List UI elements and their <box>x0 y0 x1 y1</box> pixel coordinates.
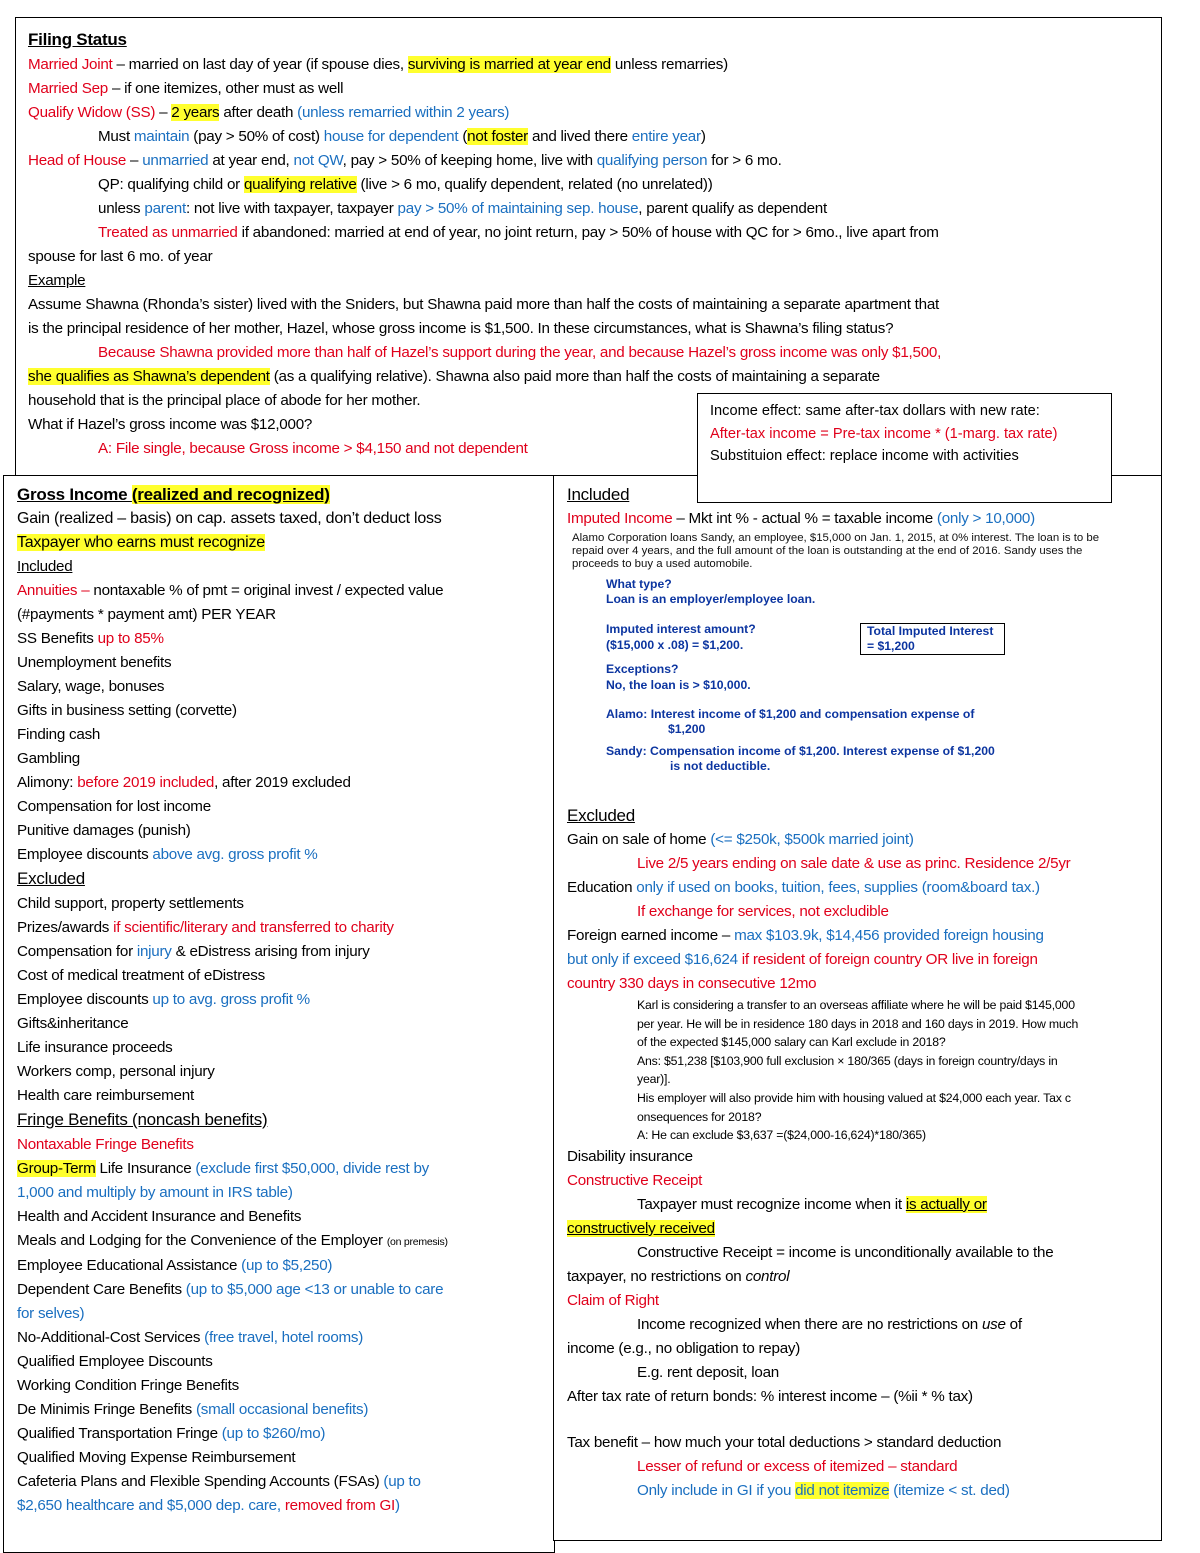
employee-discounts-line: Employee discounts above avg. gross profit % <box>17 846 318 863</box>
what-if-line: What if Hazel’s gross income was $12,000? <box>28 416 313 433</box>
group-term-line-2: 1,000 and multiply by amount in IRS table) <box>17 1184 293 1201</box>
claim-of-right-line-2: income (e.g., no obligation to repay) <box>567 1339 801 1357</box>
home-sale-line-2: Live 2/5 years ending on sale date & use as princ. Residence 2/5yr <box>637 855 1071 872</box>
sandy-line-2: is not deductible. <box>670 759 771 773</box>
list-item: Health care reimbursement <box>17 1087 194 1104</box>
health-accident-line: Health and Accident Insurance and Benefits <box>17 1208 302 1225</box>
constructive-receipt-line-3: Constructive Receipt = income is unconditionally available to the <box>637 1243 1054 1261</box>
excluded-heading: Excluded <box>17 869 85 888</box>
dependent-care-line: Dependent Care Benefits (up to $5,000 age <13 or unable to care <box>17 1281 444 1298</box>
compensation-injury-line: Compensation for injury & eDistress arising from injury <box>17 943 370 960</box>
imputed-amount-a: ($15,000 x .08) = $1,200. <box>606 638 744 652</box>
karl-line-3: of the expected $145,000 salary can Karl exclude in 2018? <box>637 1035 946 1050</box>
nontaxable-fringe-heading: Nontaxable Fringe Benefits <box>17 1136 194 1153</box>
constructive-receipt-line-1: Taxpayer must recognize income when it is actually or <box>637 1195 987 1213</box>
example-text: Alamo Corporation loans Sandy, an employee, $15,000 on Jan. 1, 2015, at 0% interest. The loan is to be repaid over 4 years, and the full amount of the loan is outstanding at the end of 2016. Sandy uses the proceeds to buy a used automobile. <box>572 532 1100 570</box>
de-minimis-line: De Minimis Fringe Benefits (small occasional benefits) <box>17 1401 369 1418</box>
educational-assistance-line: Employee Educational Assistance (up to $5,250) <box>17 1257 333 1274</box>
cafeteria-line-2: $2,650 healthcare and $5,000 dep. care, removed from GI) <box>17 1497 400 1514</box>
included-heading: Included <box>17 558 73 575</box>
foreign-income-line: Foreign earned income – max $103.9k, $14,456 provided foreign housing <box>567 927 1044 944</box>
list-item: Compensation for lost income <box>17 798 211 815</box>
tax-benefit-line: Tax benefit – how much your total deductions > standard deduction <box>567 1433 1002 1451</box>
karl-line-4: Ans: $51,238 [$103,900 full exclusion × 180/365 (days in foreign country/days in <box>637 1053 1058 1068</box>
qualifying-person-line: QP: qualifying child or qualifying relative (live > 6 mo, qualify dependent, related (no unrelated)) <box>98 176 713 193</box>
married-joint-line: Married Joint – married on last day of year (if spouse dies, surviving is married at year end unless remarries) <box>28 56 728 73</box>
exceptions-q: Exceptions? <box>606 662 679 676</box>
example-answer-3: household that is the principal place of abode for her mother. <box>28 392 421 409</box>
child-support-line: Child support, property settlements <box>17 895 244 912</box>
after-tax-rate-line: After tax rate of return bonds: % interest income – (%ii * % tax) <box>567 1387 973 1405</box>
karl-line-8: A: He can exclude $3,637 =($24,000-16,624)*180/365) <box>637 1128 926 1143</box>
gross-income-section <box>3 475 555 1553</box>
disability-line: Disability insurance <box>567 1147 693 1165</box>
what-if-answer: A: File single, because Gross income > $4,150 and not dependent <box>98 440 528 457</box>
constructive-receipt-line-2: constructively received <box>567 1219 715 1237</box>
imputed-amount-q: Imputed interest amount? <box>606 622 756 636</box>
annuities-line-2: (#payments * payment amt) PER YEAR <box>17 606 276 623</box>
transportation-line: Qualified Transportation Fringe (up to $260/mo) <box>17 1425 326 1442</box>
example-question-1: Assume Shawna (Rhonda’s sister) lived with the Sniders, but Shawna paid more than half the costs of maintaining a separate apartment that <box>28 296 939 313</box>
exceptions-a: No, the loan is > $10,000. <box>606 678 751 692</box>
imputed-income-line: Imputed Income – Mkt int % - actual % = taxable income (only > 10,000) <box>567 510 1035 527</box>
list-item: Gifts in business setting (corvette) <box>17 702 237 719</box>
working-condition-line: Working Condition Fringe Benefits <box>17 1377 239 1394</box>
unless-parent-line: unless parent: not live with taxpayer, taxpayer pay > 50% of maintaining sep. house, parent qualify as dependent <box>98 200 827 217</box>
earn-line: Taxpayer who earns must recognize <box>17 534 265 551</box>
list-item: Punitive damages (punish) <box>17 822 191 839</box>
qualified-discounts-line: Qualified Employee Discounts <box>17 1353 213 1370</box>
qualify-widow-line: Qualify Widow (SS) – 2 years after death (unless remarried within 2 years) <box>28 104 510 121</box>
employee-discounts-excluded-line: Employee discounts up to avg. gross profit % <box>17 991 310 1008</box>
filing-status-title: Filing Status <box>28 30 127 49</box>
no-additional-cost-line: No-Additional-Cost Services (free travel, hotel rooms) <box>17 1329 364 1346</box>
married-sep-line: Married Sep – if one itemizes, other must as well <box>28 80 344 97</box>
medical-line: Cost of medical treatment of eDistress <box>17 967 265 984</box>
included-excluded-section <box>553 475 1162 1541</box>
after-tax-income-line: After-tax income = Pre-tax income * (1-marg. tax rate) <box>710 425 1058 442</box>
prizes-line: Prizes/awards if scientific/literary and transferred to charity <box>17 919 394 936</box>
alimony-line: Alimony: before 2019 included, after 2019 excluded <box>17 774 351 791</box>
substitution-effect-line: Substituion effect: replace income with activities <box>710 448 1019 464</box>
list-item: Life insurance proceeds <box>17 1039 173 1056</box>
imputed-interest-example <box>570 518 1130 774</box>
moving-expense-line: Qualified Moving Expense Reimbursement <box>17 1449 296 1466</box>
income-effect-line: Income effect: same after-tax dollars with new rate: <box>710 403 1040 419</box>
fringe-heading: Fringe Benefits (noncash benefits) <box>17 1110 268 1129</box>
example-heading: Example <box>28 272 86 289</box>
foreign-income-line-2: but only if exceed $16,624 if resident of foreign country OR live in foreign <box>567 951 1038 968</box>
dependent-care-line-2: for selves) <box>17 1305 85 1322</box>
constructive-receipt-line-4: taxpayer, no restrictions on control <box>567 1267 790 1285</box>
home-sale-line: Gain on sale of home (<= $250k, $500k married joint) <box>567 831 914 848</box>
group-term-line: Group-Term Life Insurance (exclude first $50,000, divide rest by <box>17 1160 430 1177</box>
example-question-2: is the principal residence of her mother, Hazel, whose gross income is $1,500. In these circumstances, what is Shawna’s filing status? <box>28 320 894 337</box>
list-item: Workers comp, personal injury <box>17 1063 215 1080</box>
list-item: Unemployment benefits <box>17 654 172 671</box>
alamo-line-2: $1,200 <box>668 722 706 736</box>
example-answer-1: Because Shawna provided more than half of Hazel’s support during the year, and because Hazel’s gross income was only $1,500, <box>98 344 942 361</box>
education-line-2: If exchange for services, not excludible <box>637 903 889 920</box>
education-line: Education only if used on books, tuition, fees, supplies (room&board tax.) <box>567 879 1040 896</box>
sandy-line: Sandy: Compensation income of $1,200. Interest expense of $1,200 <box>606 744 995 758</box>
ss-benefits-line: SS Benefits up to 85% <box>17 630 164 647</box>
claim-of-right-line-1: Income recognized when there are no restrictions on use of <box>637 1315 1022 1333</box>
what-type-q: What type? <box>606 577 672 591</box>
gain-line: Gain (realized – basis) on cap. assets taxed, don’t deduct loss <box>17 510 442 527</box>
alamo-line: Alamo: Interest income of $1,200 and compensation expense of <box>606 707 975 721</box>
included-heading-right: Included <box>567 485 630 504</box>
what-type-a: Loan is an employer/employee loan. <box>606 592 816 606</box>
list-item: Gambling <box>17 750 80 767</box>
must-maintain-line: Must maintain (pay > 50% of cost) house for dependent (not foster and lived there entire year) <box>98 128 706 145</box>
karl-line-7: onsequences for 2018? <box>637 1109 762 1124</box>
gross-income-title: Gross Income (realized and recognized) <box>17 485 330 504</box>
annuities-line: Annuities – nontaxable % of pmt = original invest / expected value <box>17 582 444 599</box>
karl-line-2: per year. He will be in residence 180 days in 2018 and 160 days in 2019. How much <box>637 1016 1079 1031</box>
foreign-income-line-3: country 330 days in consecutive 12mo <box>567 975 817 992</box>
karl-line-1: Karl is considering a transfer to an overseas affiliate where he will be paid $145,000 <box>637 998 1075 1012</box>
list-item: Salary, wage, bonuses <box>17 678 165 695</box>
excluded-heading-right: Excluded <box>567 806 635 825</box>
tax-benefit-line-2: Only include in GI if you did not itemize (itemize < st. ded) <box>637 1481 1010 1499</box>
constructive-receipt-heading: Constructive Receipt <box>567 1171 703 1189</box>
meals-lodging-line: Meals and Lodging for the Convenience of the Employer (on premesis) <box>17 1232 448 1249</box>
spouse-line: spouse for last 6 mo. of year <box>28 248 213 265</box>
karl-line-5: year)]. <box>637 1072 671 1087</box>
cafeteria-line: Cafeteria Plans and Flexible Spending Accounts (FSAs) (up to <box>17 1473 421 1490</box>
list-item: Finding cash <box>17 726 101 743</box>
total-imputed-box: Total Imputed Interest = $1,200 <box>860 623 1005 655</box>
treated-unmarried-line: Treated as unmarried if abandoned: married at end of year, no joint return, pay > 50% of house with QC for > 6mo., live apart from <box>98 224 939 241</box>
claim-of-right-heading: Claim of Right <box>567 1291 659 1309</box>
claim-of-right-line-3: E.g. rent deposit, loan <box>637 1363 780 1381</box>
example-answer-2: she qualifies as Shawna’s dependent (as a qualifying relative). Shawna also paid more than half the costs of maintaining a separate <box>28 368 880 385</box>
tax-benefit-line-1: Lesser of refund or excess of itemized – standard <box>637 1457 958 1475</box>
list-item: Gifts&inheritance <box>17 1015 129 1032</box>
income-effect-box <box>697 393 1112 503</box>
karl-line-6: His employer will also provide him with housing valued at $24,000 each year. Tax c <box>637 1090 1071 1105</box>
head-of-house-line: Head of House – unmarried at year end, not QW, pay > 50% of keeping home, live with qualifying person for > 6 mo. <box>28 152 782 169</box>
